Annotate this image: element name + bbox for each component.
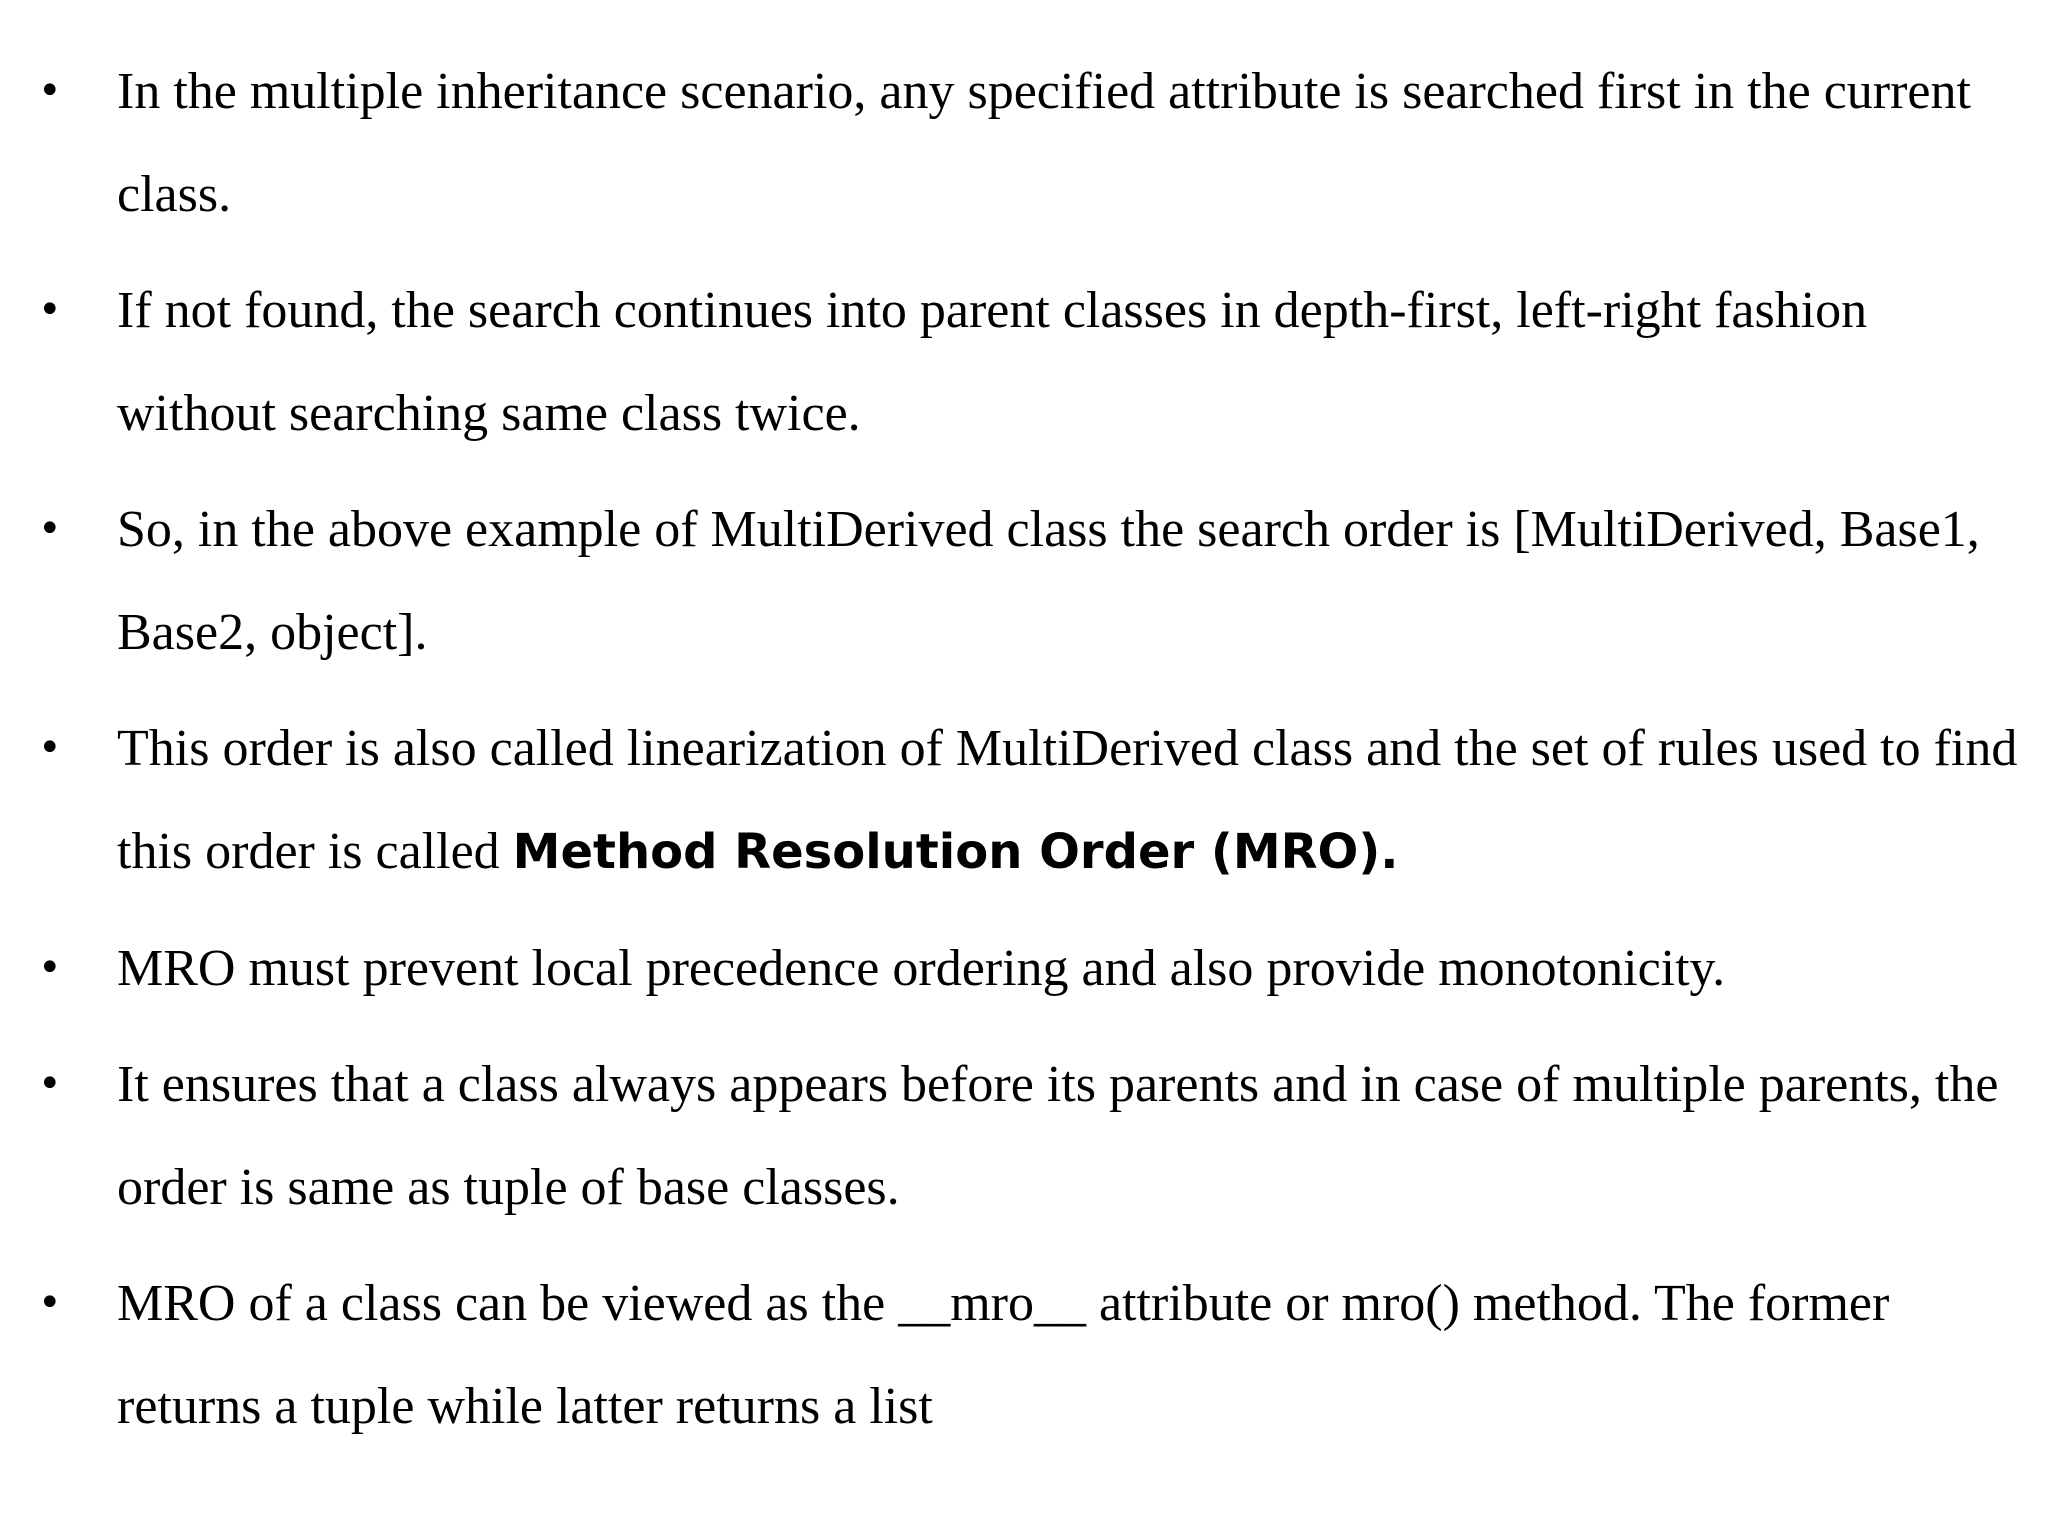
bullet-dot: • [38, 945, 62, 991]
bullet-text: MRO of a class can be viewed as the __mro__ attribute or mro() method. The former returns a tuple while latter returns a list [117, 1275, 1890, 1435]
bullet-dot: • [38, 1280, 62, 1326]
bullet-dot: • [38, 68, 62, 114]
bullet-dot: • [38, 1061, 62, 1107]
bullet-dot: • [38, 287, 62, 333]
bullet-item [0, 1033, 2048, 1239]
bullet-item [0, 259, 2048, 465]
bullet-dot: • [38, 506, 62, 552]
bullet-text: In the multiple inheritance scenario, any specified attribute is searched first in the current class. [117, 63, 1971, 223]
bullet-text: So, in the above example of MultiDerived class the search order is [MultiDerived, Base1, Base2, object]. [117, 501, 1980, 661]
bullet-list [0, 40, 2048, 1471]
bullet-text: MRO must prevent local precedence ordering and also provide monotonicity. [117, 940, 1726, 997]
bullet-item [0, 478, 2048, 684]
bullet-item [0, 40, 2048, 246]
bullet-dot: • [38, 725, 62, 771]
bullet-item [0, 917, 2048, 1020]
bullet-text: This order is also called linearization of MultiDerived class and the set of rules used to find this order is called [117, 720, 2018, 880]
bullet-text: It ensures that a class always appears before its parents and in case of multiple parents, the order is same as tuple of base classes. [117, 1056, 1999, 1216]
bullet-item [0, 1252, 2048, 1458]
bullet-text: If not found, the search continues into parent classes in depth-first, left-right fashion without searching same class twice. [117, 282, 1868, 442]
mro-term: Method Resolution Order (MRO). [512, 824, 1399, 880]
bullet-item [0, 697, 2048, 904]
